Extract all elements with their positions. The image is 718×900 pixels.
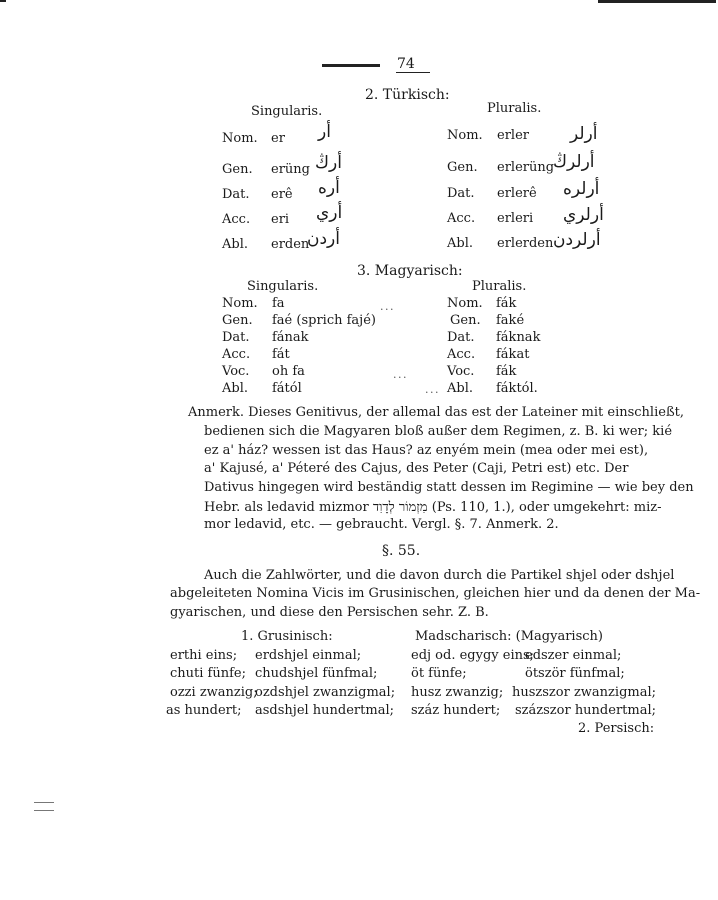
top-right-rule bbox=[598, 0, 716, 3]
plural-form: faké bbox=[496, 313, 525, 328]
header-rule-right bbox=[396, 72, 430, 73]
singular-form: oh fa bbox=[272, 364, 305, 379]
case-label: Dat. bbox=[222, 187, 250, 202]
turkish-heading: 2. Türkisch: bbox=[365, 87, 450, 103]
plural-form: fák bbox=[496, 296, 517, 311]
case-label: Voc. bbox=[222, 364, 250, 379]
plural-case-label: Nom. bbox=[447, 296, 483, 311]
margin-mark bbox=[34, 802, 54, 803]
paragraph-line: abgeleiteten Nomina Vicis im Grusinischen, gleichen hier und da denen der Ma- bbox=[170, 586, 701, 601]
plural-form: erlerüng bbox=[497, 160, 555, 175]
plural-case-label: Nom. bbox=[447, 128, 483, 143]
singular-arabic: أر bbox=[318, 122, 331, 142]
plural-case-label: Gen. bbox=[450, 313, 481, 328]
singular-form: fának bbox=[272, 330, 309, 345]
paragraph-line: gyarischen, und diese den Persischen sehr. Z. B. bbox=[170, 605, 489, 620]
plural-case-label: Acc. bbox=[447, 211, 476, 226]
anmerk-line: a' Kajusé, a' Péteré des Cajus, des Peter (Caji, Petri est) etc. Der bbox=[204, 461, 629, 476]
plural-case-label: Abl. bbox=[447, 236, 473, 251]
numeral-vicis: ötször fünfmal; bbox=[525, 666, 625, 681]
top-left-tick bbox=[0, 0, 6, 2]
singular-arabic: أردن bbox=[307, 229, 340, 249]
plural-case-label: Abl. bbox=[447, 381, 473, 396]
numeral-vicis: százszor hundertmal; bbox=[515, 703, 657, 718]
numeral-vicis: huszszor zwanzigmal; bbox=[512, 685, 657, 700]
case-label: Nom. bbox=[222, 131, 258, 146]
anmerk-line: Hebr. als ledavid mizmor מִזְמוֹר לְדָוִד (Ps. 110, 1.), oder umgekehrt: miz- bbox=[204, 500, 662, 515]
plural-case-label: Dat. bbox=[447, 330, 475, 345]
numeral-word: erthi eins; bbox=[170, 648, 238, 663]
singular-arabic: أره bbox=[318, 178, 340, 198]
singular-form: faé (sprich fajé) bbox=[272, 313, 376, 328]
singular-form: fa bbox=[272, 296, 285, 311]
anmerk-line: mor ledavid, etc. — gebraucht. Vergl. §. 7. Anmerk. 2. bbox=[204, 517, 559, 532]
numeral-vicis: ozdshjel zwanzigmal; bbox=[255, 685, 396, 700]
plural-form: erler bbox=[497, 128, 529, 143]
case-label: Dat. bbox=[222, 330, 250, 345]
turkish-pluralis-label: Pluralis. bbox=[487, 101, 542, 116]
case-label: Acc. bbox=[222, 212, 251, 227]
page-number: 74 bbox=[397, 56, 415, 72]
turkish-singularis-label: Singularis. bbox=[251, 104, 323, 119]
singular-form: erüng bbox=[271, 162, 310, 177]
hungarian-singularis-label: Singularis. bbox=[247, 279, 319, 294]
plural-arabic: أرلرڭ bbox=[553, 152, 595, 172]
anmerk-line: Dativus hingegen wird beständig statt dessen im Regimine — wie bey den bbox=[204, 480, 694, 495]
numeral-word: as hundert; bbox=[166, 703, 242, 718]
numeral-word: edj od. egygy eins; bbox=[411, 648, 535, 663]
plural-arabic: أرلره bbox=[563, 179, 600, 199]
numeral-word: száz hundert; bbox=[411, 703, 501, 718]
plural-case-label: Dat. bbox=[447, 186, 475, 201]
plural-form: erleri bbox=[497, 211, 534, 226]
plural-case-label: Voc. bbox=[447, 364, 475, 379]
case-label: Nom. bbox=[222, 296, 258, 311]
numeral-word: ozzi zwanzig; bbox=[170, 685, 258, 700]
column-dots: . . . bbox=[393, 368, 406, 381]
numeral-word: husz zwanzig; bbox=[411, 685, 504, 700]
grusinisch-heading: 1. Grusinisch: bbox=[241, 629, 333, 644]
singular-form: er bbox=[271, 131, 285, 146]
singular-arabic: أري bbox=[316, 203, 343, 223]
singular-form: fától bbox=[272, 381, 302, 396]
plural-arabic: أرلردن bbox=[553, 230, 601, 250]
numeral-vicis: edszer einmal; bbox=[525, 648, 622, 663]
column-dots: . . . bbox=[425, 383, 438, 396]
anmerk-line: ez a' ház? wessen ist das Haus? az enyém mein (mea oder mei est), bbox=[204, 443, 649, 458]
numeral-vicis: asdshjel hundertmal; bbox=[255, 703, 394, 718]
plural-form: fáknak bbox=[496, 330, 541, 345]
numeral-word: öt fünfe; bbox=[411, 666, 467, 681]
section-number: §. 55. bbox=[382, 543, 421, 559]
paragraph-line: Auch die Zahlwörter, und die davon durch die Partikel shjel oder dshjel bbox=[204, 568, 675, 583]
singular-form: erden bbox=[271, 237, 310, 252]
plural-case-label: Gen. bbox=[447, 160, 478, 175]
case-label: Abl. bbox=[222, 381, 248, 396]
numeral-vicis: chudshjel fünfmal; bbox=[255, 666, 378, 681]
madscharisch-heading: Madscharisch: (Magyarisch) bbox=[415, 629, 603, 644]
column-dots: . . . bbox=[380, 300, 393, 313]
case-label: Abl. bbox=[222, 237, 248, 252]
singular-form: eri bbox=[271, 212, 290, 227]
plural-arabic: أرلري bbox=[563, 205, 604, 225]
anmerk-line: Anmerk. Dieses Genitivus, der allemal das est der Lateiner mit einschließt, bbox=[188, 405, 684, 420]
numeral-vicis: erdshjel einmal; bbox=[255, 648, 362, 663]
plural-form: fákat bbox=[496, 347, 530, 362]
margin-mark bbox=[34, 810, 54, 811]
case-label: Gen. bbox=[222, 313, 253, 328]
plural-form: fáktól. bbox=[496, 381, 538, 396]
singular-form: erê bbox=[271, 187, 293, 202]
plural-form: erlerden bbox=[497, 236, 554, 251]
hungarian-heading: 3. Magyarisch: bbox=[357, 263, 463, 279]
header-rule-left bbox=[322, 64, 380, 67]
plural-arabic: أرلر bbox=[570, 124, 598, 144]
singular-form: fát bbox=[272, 347, 290, 362]
hungarian-pluralis-label: Pluralis. bbox=[472, 279, 527, 294]
case-label: Acc. bbox=[222, 347, 251, 362]
singular-arabic: أرڭ bbox=[315, 153, 342, 173]
plural-form: erlerê bbox=[497, 186, 537, 201]
numeral-word: chuti fünfe; bbox=[170, 666, 246, 681]
plural-form: fák bbox=[496, 364, 517, 379]
plural-case-label: Acc. bbox=[447, 347, 476, 362]
case-label: Gen. bbox=[222, 162, 253, 177]
persisch-catchword: 2. Persisch: bbox=[578, 721, 655, 736]
anmerk-line: bedienen sich die Magyaren bloß außer dem Regimen, z. B. ki wer; kié bbox=[204, 424, 673, 439]
